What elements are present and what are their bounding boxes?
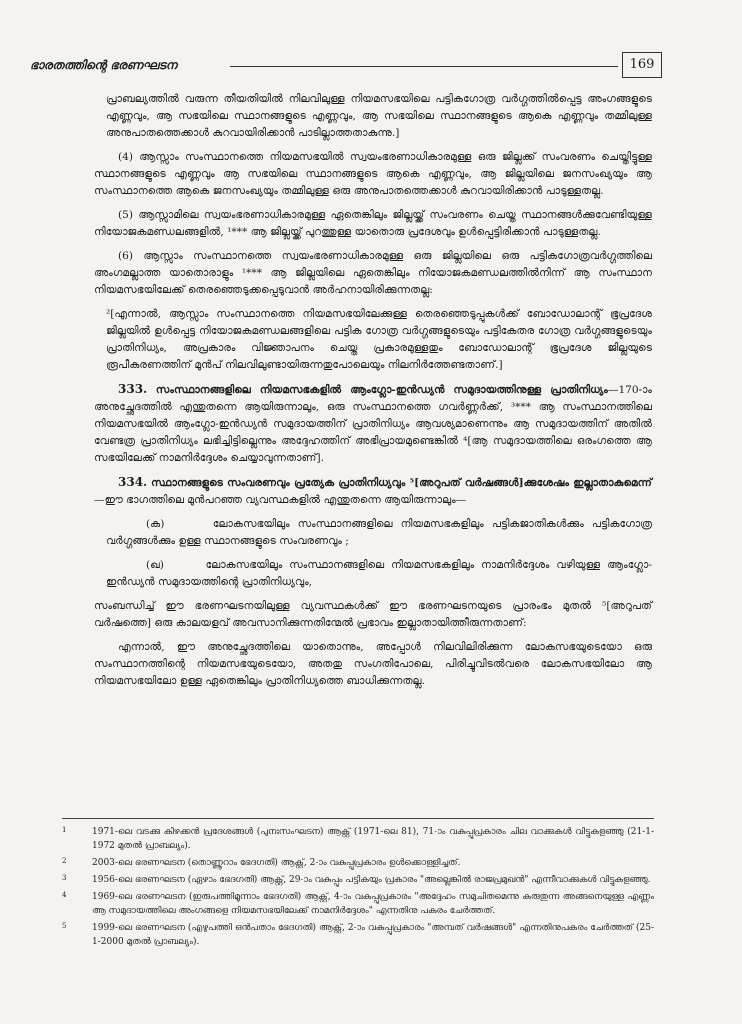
- clause-number: (6): [118, 250, 134, 262]
- header-rule: [230, 66, 618, 67]
- footnote-mark: 2: [62, 857, 67, 865]
- footnote: [62, 856, 654, 870]
- footnote-mark: 1: [62, 826, 67, 834]
- item-label: (ഖ): [146, 559, 164, 571]
- clause-6: [94, 248, 652, 299]
- item-text: ലോകസഭയിലും സംസ്ഥാനങ്ങളിലെ നിയമസഭകളിലും പട്ടികജാതികൾക്കും പട്ടികഗോത്ര വർഗ്ഗങ്ങൾക്കും ഉള്ള സ്ഥാനങ്ങളുടെ സംവരണവും ;: [106, 518, 652, 547]
- clause-4: [94, 149, 652, 200]
- clause-text: ആസ്സാമിലെ സ്വയംഭരണാധികാരമുള്ള ഏതെങ്കിലും ജില്ലയ്ക്ക് സംവരണം ചെയ്ത സ്ഥാനങ്ങൾക്കുവേണ്ടിയുള്ള നിയോജകമണ്ഡലങ്ങളിൽ, ¹*** ആ ജില്ലയ്ക്ക് പുറത്തുള്ള യാതൊരു പ്രദേശവും ഉൾപ്പെട്ടിരിക്കാൻ പാടുള്ളതല്ല.: [94, 209, 652, 238]
- footnote: [62, 890, 654, 918]
- article-heading: സംസ്ഥാനങ്ങളിലെ നിയമസഭകളിൽ ആംഗ്ലോ-ഇൻഡ്യൻ സമുദായത്തിനുള്ള പ്രാതിനിധ്യം: [155, 384, 608, 396]
- article-text: —ഈ ഭാഗത്തിലെ മുൻപറഞ്ഞ വ്യവസ്ഥകളിൽ എന്തുതന്നെ ആയിരുന്നാലും—: [94, 494, 467, 506]
- footnote-mark: 5: [62, 922, 67, 930]
- running-title: ഭാരതത്തിന്റെ ഭരണഘടന: [30, 58, 177, 72]
- footnote-mark: 3: [62, 874, 67, 882]
- footnote-mark: 4: [62, 891, 67, 899]
- article-334-proviso: എന്നാൽ, ഈ അനുച്ഛേദത്തിലെ യാതൊന്നും, അപ്പോൾ നിലവിലിരിക്കുന്ന ലോകസഭയുടെയോ ഒരു സംസ്ഥാനത്തിന്റെ നിയമസഭയുടെയോ, അതതു സംഗതിപോലെ, പിരിച്ചുവിടൽവരെ ലോകസഭയിലോ ആ നിയമസഭയിലോ ഉള്ള ഏതെങ്കിലും പ്രാതിനിധ്യത്തെ ബാധിക്കുന്നതല്ല.: [94, 641, 652, 687]
- article-334: [94, 474, 652, 509]
- page-header: [30, 52, 662, 80]
- item-label: (ക): [146, 518, 165, 530]
- clause-text: ആസ്സാം സംസ്ഥാനത്തെ സ്വയംഭരണാധികാരമുള്ള ഒരു ജില്ലയിലെ ഒരു പട്ടികഗോത്രവർഗ്ഗത്തിലെ അംഗമല്ലാത്ത യാതൊരാളും ¹*** ആ ജില്ലയിലെ ഏതെങ്കിലും നിയോജകമണ്ഡലത്തിൽനിന്ന് ആ സംസ്ഥാന നിയമസഭയിലേക്ക് തെരഞ്ഞെടുക്കപ്പെടുവാൻ അർഹനായിരിക്കുന്നതല്ല:: [94, 250, 652, 296]
- article-heading: സ്ഥാനങ്ങളുടെ സംവരണവും പ്രത്യേക പ്രാതിനിധ്യവും ⁵[അറുപത് വർഷങ്ങൾ]ക്കുശേഷം ഇല്ലാതാകുമെന്ന്: [151, 477, 652, 489]
- footnote: [62, 921, 654, 949]
- footnote: [62, 825, 654, 853]
- clause-number: (5): [118, 209, 134, 221]
- footnote-text: 1969-ലെ ഭരണഘടന (ഇരുപത്തിമൂന്നാം ഭേദഗതി) ആക്റ്റ്, 4-ാം വകുപ്പുപ്രകാരം "അദ്ദേഹം സമുചിതമെന്നു കരുതുന്ന അങ്ങനെയുള്ള എണ്ണം ആ സമുദായത്തിലെ അംഗങ്ങളെ നിയമസഭയിലേക്ക് നാമനിർദ്ദേശം" എന്നതിനു പകരം ചേർത്തത്.: [92, 892, 654, 916]
- footnote: [62, 873, 654, 887]
- footnote-text: 1956-ലെ ഭരണഘടന (ഏഴാം ഭേദഗതി) ആക്റ്റ്, 29-ാം വകുപ്പും പട്ടികയും പ്രകാരം "അല്ലെങ്കിൽ രാജപ്രമുഖൻ" എന്നീവാക്കുകൾ വിട്ടുകളഞ്ഞു.: [92, 875, 651, 885]
- article-text: —170-ാം അനുച്ഛേദത്തിൽ എന്തുതന്നെ ആയിരുന്നാലും, ഒരു സംസ്ഥാനത്തെ ഗവർണ്ണർക്ക്, ³*** ആ സംസ്ഥാനത്തിലെ നിയമസഭയിൽ ആംഗ്ലോ-ഇൻഡ്യൻ സമുദായത്തിന് പ്രാതിനിധ്യം ആവശ്യമാണെന്നും ആ സമുദായത്തിന് അതിൽ വേണ്ടത്ര പ്രാതിനിധ്യം ലഭിച്ചിട്ടില്ലെന്നും അദ്ദേഹത്തിന് അഭിപ്രായമുണ്ടെങ്കിൽ ⁴[ആ സമുദായത്തിലെ ഒരംഗത്തെ ആ സഭയിലേക്ക് നാമനിർദ്ദേശം ചെയ്യാവുന്നതാണ്].: [94, 384, 652, 464]
- footnote-text: 1971-ലെ വടക്കു കിഴക്കൻ പ്രദേശങ്ങൾ (പുനഃസംഘടന) ആക്റ്റ് (1971-ലെ 81), 71-ാം വകുപ്പുപ്രകാരം ചില വാക്കുകൾ വിട്ടുകളഞ്ഞു (21-1-1972 മുതൽ പ്രാബല്യം).: [92, 827, 654, 851]
- proviso: ²[എന്നാൽ, ആസ്സാം സംസ്ഥാനത്തെ നിയമസഭയിലേക്കുള്ള തെരഞ്ഞെടുപ്പുകൾക്ക് ബോഡോലാന്റ് ഭൂപ്രദേശ ജില്ലയിൽ ഉൾപ്പെട്ട നിയോജകമണ്ഡലങ്ങളിലെ പട്ടിക ഗോത്ര വർഗ്ഗങ്ങളുടെയും പട്ടികേതര ഗോത്ര വർഗ്ഗങ്ങളുടെയും പ്രാതിനിധ്യം, അപ്രകാരം വിജ്ഞാപനം ചെയ്ത പ്രകാരമുള്ളതും ബോഡോലാന്റ് ഭൂപ്രദേശ ജില്ലയുടെ രൂപീകരണത്തിന് മുൻപ് നിലവിലുണ്ടായിരുന്നതുപോലെയും നിലനിർത്തേണ്ടതാണ്.]: [106, 308, 652, 371]
- item-text: ലോകസഭയിലും സംസ്ഥാനങ്ങളിലെ നിയമസഭകളിലും നാമനിർദ്ദേശം വഴിയുള്ള ആംഗ്ലോ-ഇൻഡ്യൻ സമുദായത്തിന്റെ പ്രാതിനിധ്യവും,: [106, 559, 652, 588]
- clause-number: (4): [118, 151, 134, 163]
- footnote-text: 2003-ലെ ഭരണഘടന (തൊണ്ണൂറാം ഭേദഗതി) ആക്റ്റ്, 2-ാം വകുപ്പുപ്രകാരം ഉൾക്കൊള്ളിച്ചത്.: [92, 858, 461, 868]
- page-number: 169: [622, 52, 662, 78]
- footnote-text: 1999-ലെ ഭരണഘടന (എഴുപത്തി ഒൻപതാം ഭേദഗതി) ആക്റ്റ്, 2-ാം വകുപ്പുപ്രകാരം "അമ്പത് വർഷങ്ങൾ" എന്നതിനുപകരം ചേർത്തത് (25-1-2000 മുതൽ പ്രാബല്യം).: [92, 923, 654, 947]
- paragraph-continued: പ്രാബല്യത്തിൽ വരുന്ന തീയതിയിൽ നിലവിലുള്ള നിയമസഭയിലെ പട്ടികഗോത്ര വർഗ്ഗത്തിൽപ്പെട്ട അംഗങ്ങളുടെ എണ്ണവും, ആ സഭയിലെ സ്ഥാനങ്ങളുടെ എണ്ണവും, ആ സഭയിലെ സ്ഥാനങ്ങളുടെ ആകെ എണ്ണവും തമ്മിലുള്ള അനുപാതത്തെക്കാൾ കുറവായിരിക്കാൻ പാടില്ലാത്തതാകുന്നു.]: [106, 93, 652, 139]
- clause-5: [94, 207, 652, 241]
- article-number: 333.: [118, 382, 148, 396]
- article-333: [94, 381, 652, 467]
- list-item-b: [106, 557, 652, 591]
- clause-text: ആസ്സാം സംസ്ഥാനത്തെ നിയമസഭയിൽ സ്വയംഭരണാധികാരമുള്ള ഒരു ജില്ലക്ക് സംവരണം ചെയ്തിട്ടുള്ള സ്ഥാനങ്ങളുടെ എണ്ണവും ആ സഭയിലെ സ്ഥാനങ്ങളുടെ ആകെ എണ്ണവും, ആ ജില്ലയിലെ ജനസംഖ്യയും ആ സംസ്ഥാനത്തെ ആകെ ജനസംഖ്യയും തമ്മിലുള്ള ഒരു അനുപാതത്തെക്കാൾ കുറവായിരിക്കാൻ പാടുള്ളതല്ല.: [94, 151, 652, 197]
- list-item-a: [106, 516, 652, 550]
- page-body: [94, 91, 652, 697]
- footnotes: [62, 818, 654, 952]
- article-number: 334.: [118, 475, 148, 489]
- article-334-closing: സംബന്ധിച്ച് ഈ ഭരണഘടനയിലുള്ള വ്യവസ്ഥകൾക്ക് ഈ ഭരണഘടനയുടെ പ്രാരംഭം മുതൽ ⁵[അറുപത് വർഷത്തെ] ഒരു കാലയളവ് അവസാനിക്കുന്നതിന്മേൽ പ്രഭാവം ഇല്ലാതായിത്തീരുന്നതാണ്:: [94, 600, 652, 629]
